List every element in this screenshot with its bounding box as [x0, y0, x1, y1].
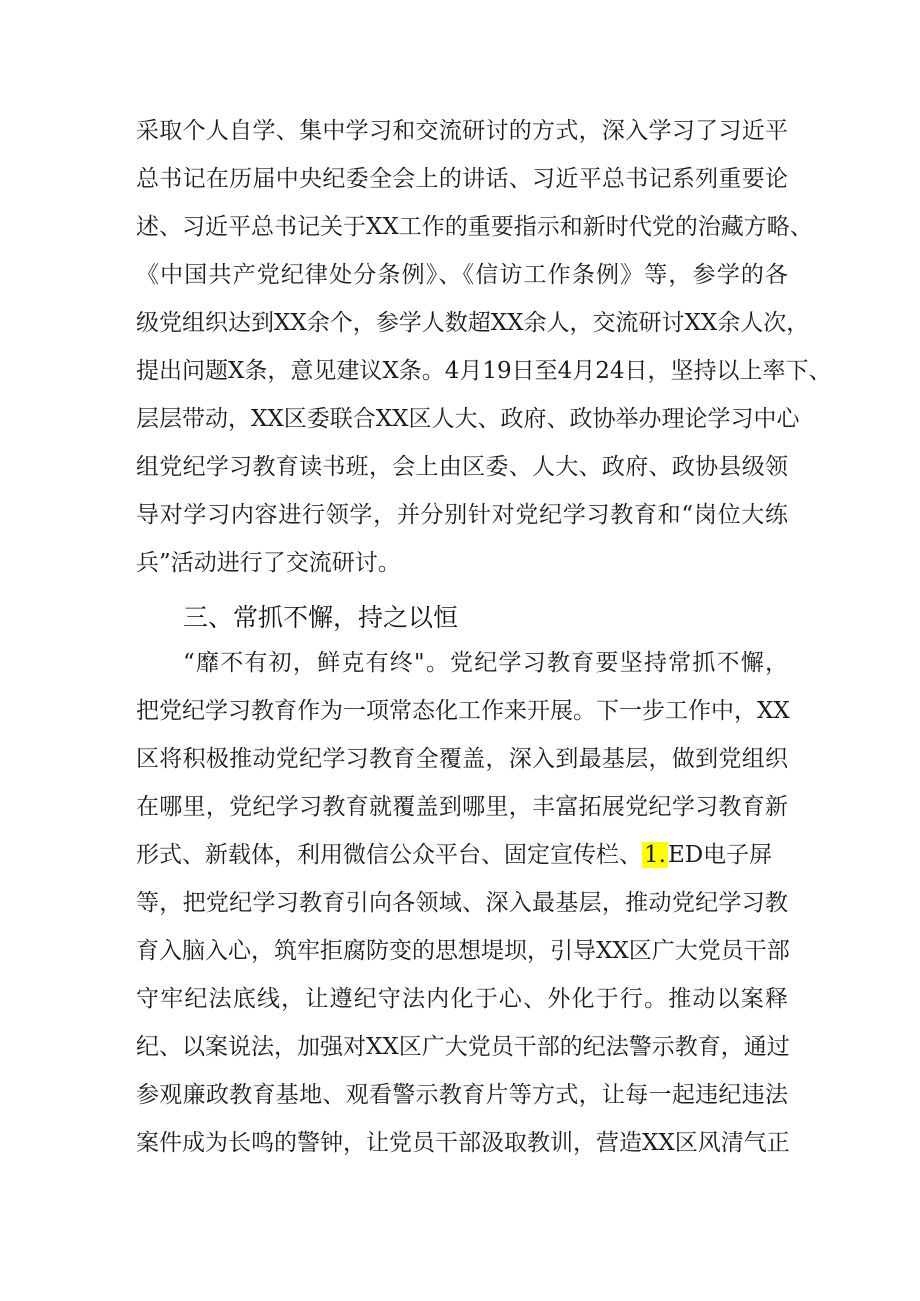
paragraph-line: 导对学习内容进行领学，并分别针对党纪学习教育和“岗位大练 — [136, 502, 788, 528]
paragraph-line: 案件成为长鸣的警钟，让党员干部汲取教训，营造XX区风清气正 — [136, 1130, 790, 1156]
paragraph-line — [136, 840, 788, 870]
paragraph-line: “靡不有初，鲜克有终"。党纪学习教育要坚持常抓不懈， — [183, 650, 788, 676]
paragraph-line: 在哪里，党纪学习教育就覆盖到哪里，丰富拓展党纪学习教育新 — [136, 794, 788, 820]
paragraph-line: 兵”活动进行了交流研讨。 — [136, 550, 401, 576]
section-heading: 三、常抓不懈，持之以恒 — [183, 603, 459, 632]
paragraph-line: 组党纪学习教育读书班，会上由区委、人大、政府、政协县级领 — [136, 454, 788, 480]
paragraph-line: 级党组织达到XX余个，参学人数超XX余人，交流研讨XX余人次， — [136, 310, 810, 336]
paragraph-text: ED电子屏 — [667, 842, 773, 868]
paragraph-line: 述、习近平总书记关于XX工作的重要指示和新时代党的治藏方略、 — [136, 214, 813, 240]
paragraph-text: 形式、新载体，利用微信公众平台、固定宣传栏、 — [136, 842, 642, 868]
paragraph-line: 采取个人自学、集中学习和交流研讨的方式，深入学习了习近平 — [136, 118, 788, 144]
paragraph-line: 等，把党纪学习教育引向各领域、深入最基层，推动党纪学习教 — [136, 890, 788, 916]
paragraph-line: 总书记在历届中央纪委全会上的讲话、习近平总书记系列重要论 — [136, 166, 788, 192]
paragraph-line: 把党纪学习教育作为一项常态化工作来开展。下一步工作中，XX — [136, 698, 790, 724]
paragraph-line: 参观廉政教育基地、观看警示教育片等方式，让每一起违纪违法 — [136, 1082, 788, 1108]
paragraph-line: 育入脑入心，筑牢拒腐防变的思想堤坝，引导XX区广大党员干部 — [136, 938, 790, 964]
paragraph-line: 守牢纪法底线，让遵纪守法内化于心、外化于行。推动以案释 — [136, 986, 788, 1012]
paragraph-line: 纪、以案说法，加强对XX区广大党员干部的纪法警示教育，通过 — [136, 1034, 790, 1060]
highlighted-text: 1. — [644, 842, 666, 868]
paragraph-line: 提出问题X条，意见建议X条。4月19日至4月24日，坚持以上率下、 — [136, 358, 832, 384]
paragraph-line: 层层带动，XX区委联合XX区人大、政府、政协举办理论学习中心 — [136, 406, 800, 432]
paragraph-line: 《中国共产党纪律处分条例》、《信访工作条例》等，参学的各 — [136, 262, 788, 288]
paragraph-line: 区将积极推动党纪学习教育全覆盖，深入到最基层，做到党组织 — [136, 746, 788, 772]
